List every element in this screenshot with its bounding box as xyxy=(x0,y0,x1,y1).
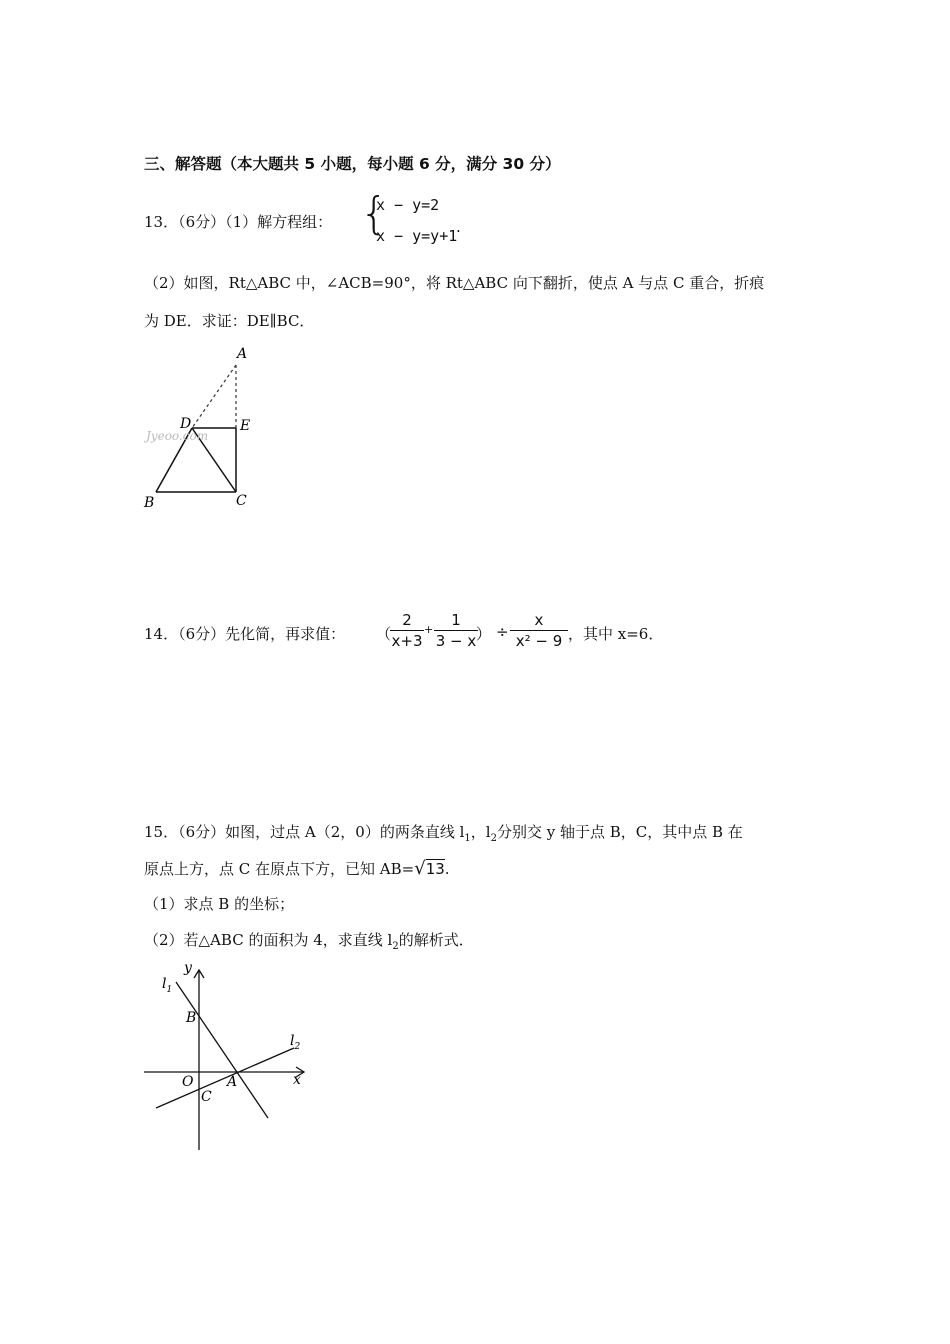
q15-coordinate-figure xyxy=(136,960,316,1160)
label-o: O xyxy=(182,1074,194,1090)
frac2-denominator: 3 − x xyxy=(435,632,477,650)
label-b: B xyxy=(186,1010,197,1026)
label-l2: $l_2$ xyxy=(290,1033,301,1052)
line-l1 xyxy=(176,982,268,1118)
q14-plus: + xyxy=(424,623,434,636)
label-b: B xyxy=(144,495,155,511)
label-x: x xyxy=(293,1072,301,1088)
label-d: D xyxy=(180,416,192,432)
q15-part1: （1）求点 B 的坐标； xyxy=(144,895,295,913)
frac3-numerator: x xyxy=(534,611,544,629)
q14-fraction-1 xyxy=(390,611,424,650)
label-a: A xyxy=(227,1074,238,1090)
q14-fraction-3 xyxy=(510,611,568,650)
frac1-denominator: x+3 xyxy=(391,632,423,650)
q13-triangle-figure xyxy=(136,340,276,515)
q13-equation-2: x − y=y+1 xyxy=(376,227,458,245)
label-y: y xyxy=(184,960,192,976)
q14-prefix: 14．（6分）先化简，再求值： xyxy=(144,625,346,643)
frac2-numerator: 1 xyxy=(451,611,461,629)
label-a: A xyxy=(237,346,248,362)
section-heading: 三、解答题（本大题共 5 小题，每小题 6 分，满分 30 分） xyxy=(144,155,561,173)
watermark: Jyeoo.com xyxy=(146,429,209,443)
q15-line1: 15．（6分）如图，过点 A（2，0）的两条直线 $l_1$，$l_2$分别交 y 轴于点 B，C，其中点 B 在 xyxy=(144,823,743,844)
system-brace: { xyxy=(360,188,388,239)
q14-rparen: ） xyxy=(476,625,492,643)
q14-lparen: （ xyxy=(376,625,392,643)
label-c: C xyxy=(236,493,247,509)
q13-equation-1: x − y=2 xyxy=(376,196,440,214)
label-e: E xyxy=(240,418,251,434)
q14-div: ÷ xyxy=(496,623,509,641)
q13-part2-line1: （2）如图，Rt△ABC 中，∠ACB=90°，将 Rt△ABC 向下翻折，使点 A 与点 C 重合，折痕 xyxy=(144,274,765,292)
q15-line2: 原点上方，点 C 在原点下方，已知 AB=√13. xyxy=(144,858,450,879)
label-c: C xyxy=(201,1089,212,1105)
frac3-denominator: x² − 9 xyxy=(515,632,563,650)
q14-fraction-2 xyxy=(434,611,478,650)
q15-part2: （2）若△ABC 的面积为 4，求直线 $l_2$的解析式． xyxy=(144,931,474,952)
q14-suffix: ，其中 x=6． xyxy=(568,625,664,643)
dashed-line-ad xyxy=(192,365,236,428)
q13-prefix: 13．（6分）（1）解方程组： xyxy=(144,213,333,231)
frac1-numerator: 2 xyxy=(402,611,412,629)
label-l1: $l_1$ xyxy=(162,976,173,995)
q13-part2-line2: 为 DE．求证：DE∥BC． xyxy=(144,312,315,330)
q13-equation-end: . xyxy=(456,218,461,236)
line-l2 xyxy=(156,1048,294,1108)
